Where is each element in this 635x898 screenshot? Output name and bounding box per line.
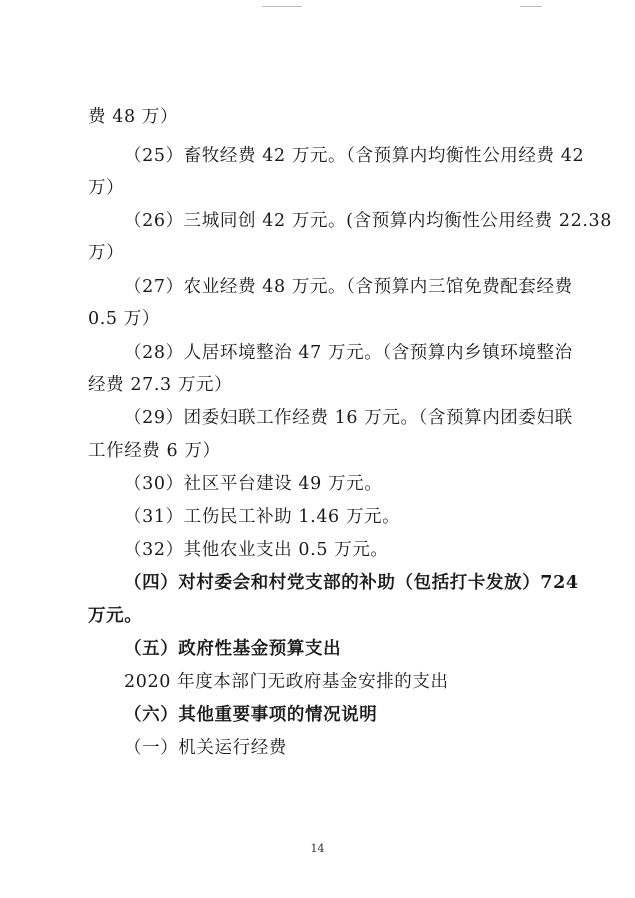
text-line: （28）人居环境整治 47 万元。（含预算内乡镇环境整治 [124, 343, 573, 363]
scan-speck [262, 6, 302, 7]
text-line: 2020 年度本部门无政府基金安排的支出 [124, 672, 449, 692]
page-number: 14 [310, 842, 325, 855]
scan-speck [520, 6, 542, 7]
text-line: （30）社区平台建设 49 万元。 [124, 474, 383, 494]
text-line: 万） [88, 178, 125, 198]
text-line: （27）农业经费 48 万元。（含预算内三馆免费配套经费 [124, 277, 573, 297]
text-line: 0.5 万） [88, 309, 160, 329]
text-line: 费 48 万） [88, 107, 179, 127]
section-heading: （五）政府性基金预算支出 [124, 639, 342, 659]
text-line: 万） [88, 243, 125, 263]
section-heading: （四）对村委会和村党支部的补助（包括打卡发放）724 [124, 573, 579, 593]
text-line: （31）工伤民工补助 1.46 万元。 [124, 507, 401, 527]
text-line: 工作经费 6 万） [88, 441, 221, 461]
text-line: （29）团委妇联工作经费 16 万元。（含预算内团委妇联 [124, 408, 573, 428]
text-line: （一）机关运行经费 [124, 738, 287, 758]
text-line: 经费 27.3 万元） [88, 375, 233, 395]
section-heading: （六）其他重要事项的情况说明 [124, 705, 378, 725]
text-line: （25）畜牧经费 42 万元。（含预算内均衡性公用经费 42 [124, 146, 585, 166]
section-heading: 万元。 [88, 606, 143, 626]
text-line: （26）三城同创 42 万元。(含预算内均衡性公用经费 22.38 [124, 211, 612, 231]
text-line: （32）其他农业支出 0.5 万元。 [124, 540, 389, 560]
